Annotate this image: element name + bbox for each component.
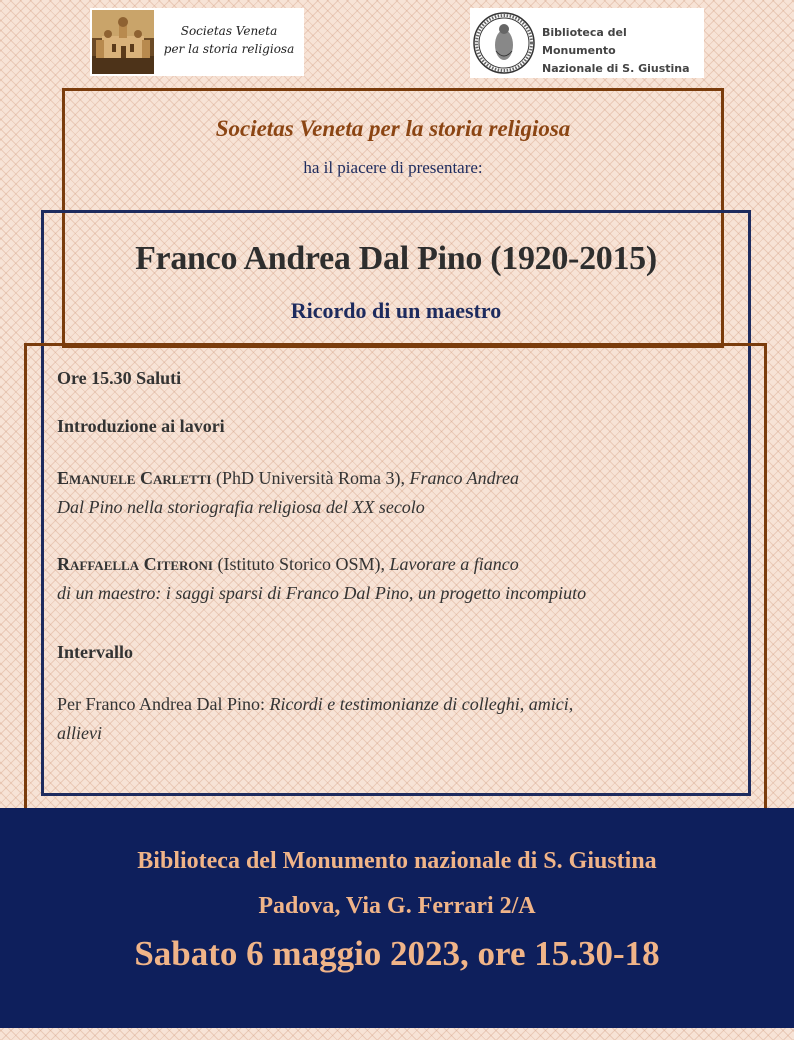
- program-closing: [57, 690, 747, 748]
- closing-title-line1: Ricordi e testimonianze di colleghi, amici,: [269, 694, 574, 714]
- biblioteca-logo: [470, 8, 704, 78]
- venue-datetime: Sabato 6 maggio 2023, ore 15.30-18: [134, 934, 660, 973]
- talk1-title-line2: Dal Pino nella storiografia religiosa del XX secolo: [57, 497, 425, 517]
- seal-icon: [472, 11, 536, 75]
- talk2-affiliation: (Istituto Storico OSM),: [212, 554, 390, 574]
- talk1-title-line1: Franco Andrea: [409, 468, 519, 488]
- biblioteca-logo-line2: Nazionale di S. Giustina: [542, 62, 690, 75]
- event-title: Franco Andrea Dal Pino (1920-2015): [135, 240, 657, 277]
- talk1-affiliation: (PhD Università Roma 3),: [211, 468, 410, 488]
- organizer-title: Societas Veneta per la storia religiosa: [215, 116, 571, 141]
- event-subtitle: Ricordo di un maestro: [290, 298, 502, 323]
- societas-logo-text: [158, 22, 300, 58]
- societas-veneta-logo: [90, 8, 304, 76]
- program-saluti: Ore 15.30 Saluti: [57, 368, 182, 388]
- closing-title-line2: allievi: [57, 723, 102, 743]
- venue-address: Padova, Via G. Ferrari 2/A: [258, 893, 536, 919]
- talk2-speaker: Raffaella Citeroni: [57, 554, 213, 574]
- program-talk-1: [57, 464, 747, 522]
- closing-lead: Per Franco Andrea Dal Pino:: [57, 694, 270, 714]
- venue-library: Biblioteca del Monumento nazionale di S. Giustina: [137, 848, 657, 874]
- presents-line: ha il piacere di presentare:: [303, 158, 483, 177]
- church-painting-icon: [92, 10, 154, 74]
- societas-logo-line1: Societas Veneta: [180, 24, 278, 38]
- program-intervallo: Intervallo: [57, 642, 133, 662]
- program-talk-2: [57, 550, 747, 608]
- talk1-speaker: Emanuele Carletti: [57, 468, 212, 488]
- talk2-title-line1: Lavorare a fianco: [389, 554, 519, 574]
- talk2-title-line2: di un maestro: i saggi sparsi di Franco Dal Pino, un progetto incompiuto: [57, 583, 587, 603]
- biblioteca-logo-line1: Biblioteca del Monumento: [542, 26, 627, 57]
- biblioteca-logo-text: [542, 24, 702, 78]
- program-introduzione: Introduzione ai lavori: [57, 416, 225, 436]
- societas-logo-line2: per la storia religiosa: [163, 42, 295, 56]
